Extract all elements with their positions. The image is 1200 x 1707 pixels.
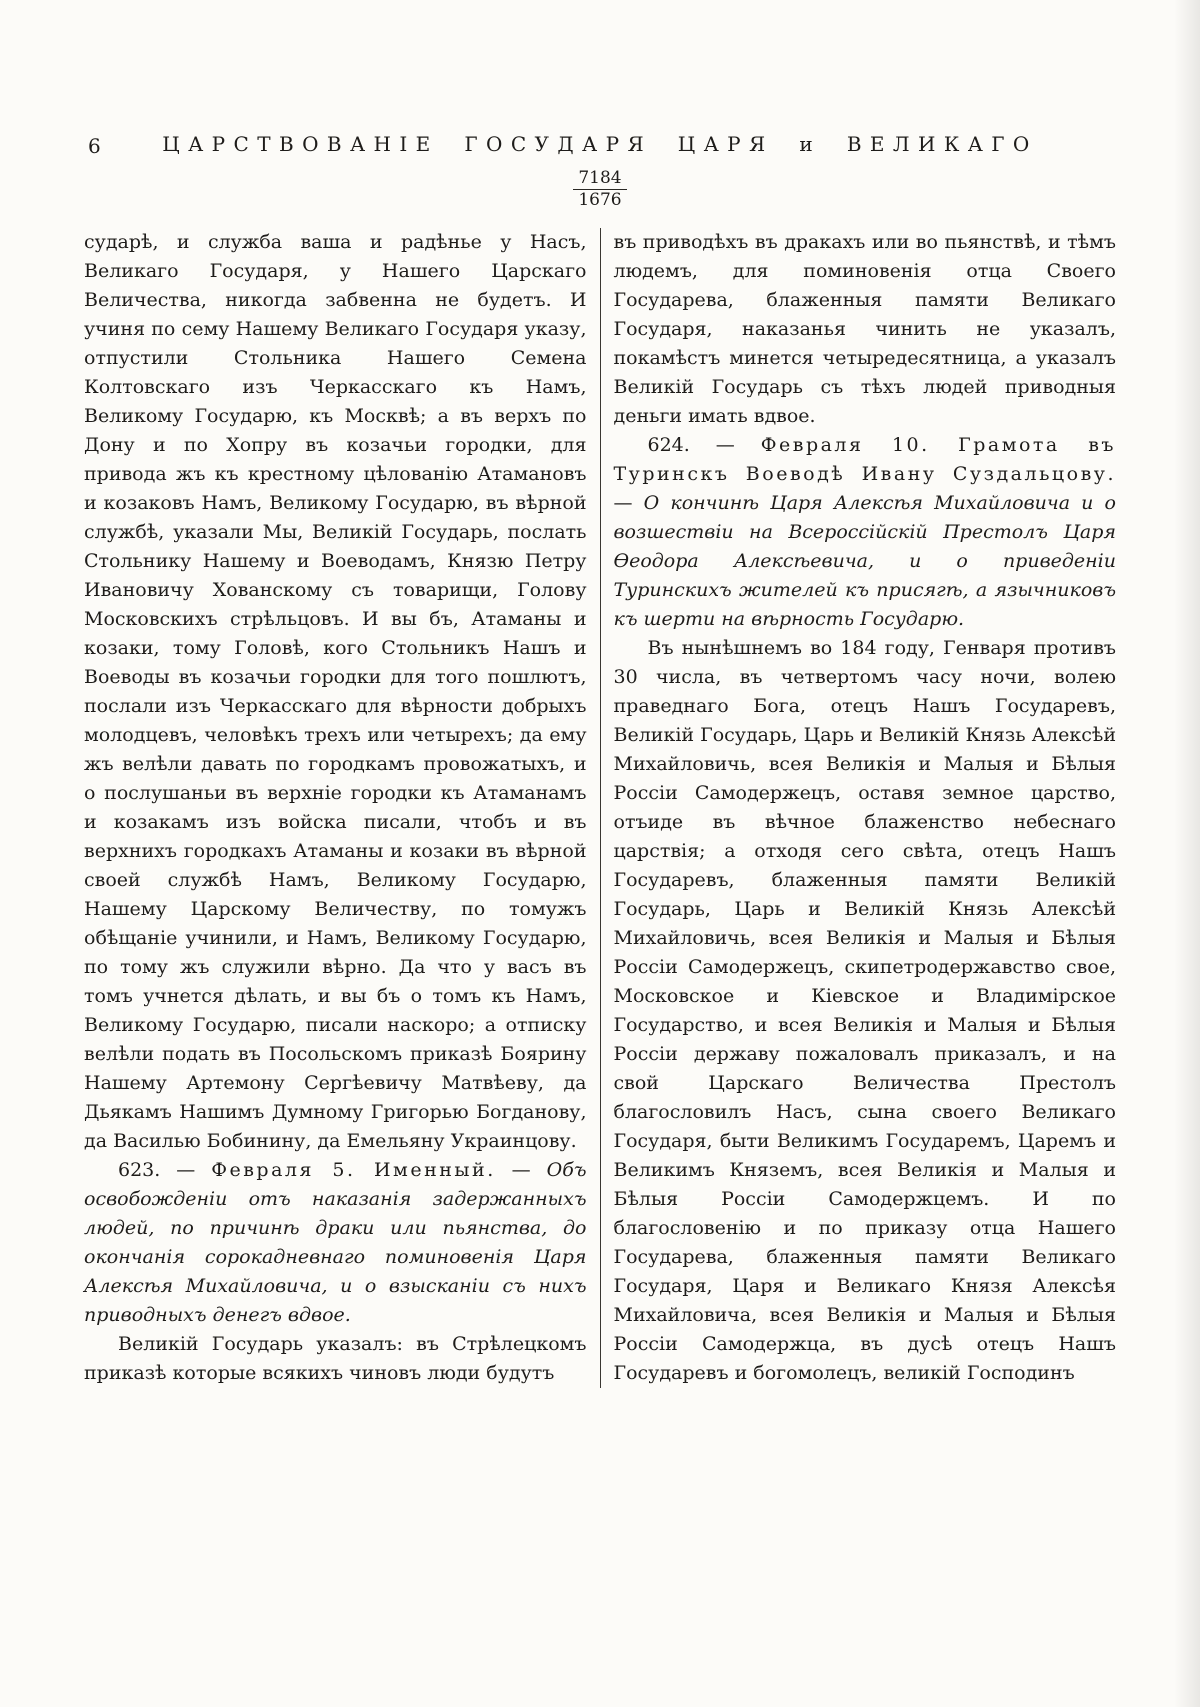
- year-gregorian: 1676: [573, 189, 626, 211]
- text-columns: [84, 228, 1116, 1388]
- year-fraction: [84, 168, 1116, 212]
- text-run: —: [613, 491, 644, 514]
- text-run: —: [495, 1158, 547, 1181]
- column-divider: [600, 228, 601, 1388]
- page-header: [84, 132, 1116, 162]
- text-run: Февраля 5. Именный.: [211, 1158, 496, 1181]
- text-run: сударѣ, и служба ваша и радѣнье у Насъ, Великаго Государя, у Нашего Царскаго Величества, никогда забвенна не будетъ. И учиня по сему Нашему Великаго Государя указу, отпустили Стольника Нашего Семена Колтовскаго изъ Черкасскаго къ Намъ, Великому Государю, къ Москвѣ; а въ верхъ по Дону и по Хопру въ козачьи городки, для привода жъ къ крестному цѣлованію Атамановъ и козаковъ Намъ, Великому Государю, въ вѣрной службѣ, указали Мы, Великій Государь, послать Стольнику Нашему и Воеводамъ, Князю Петру Ивановичу Хованскому съ товарищи, Голову Московскихъ стрѣльцовъ. И вы бъ, Атаманы и козаки, тому Головѣ, кого Стольникъ Нашъ и Воеводы въ козачьи городки для того пошлютъ, послали изъ Черкасскаго для вѣрности добрыхъ молодцевъ, человѣкъ трехъ или четырехъ; да ему жъ велѣли давать по городкамъ провожатыхъ, и о послушаньи въ верхніе городки къ Атаманамъ и козакамъ изъ войска писали, чтобъ и въ верхнихъ городкахъ Атаманы и козаки въ вѣрной своей службѣ Намъ, Великому Государю, Нашему Царскому Величеству, по томужъ обѣщаніе учинили, и Намъ, Великому Государю, по тому жъ служили вѣрно. Да что у васъ въ томъ учнется дѣлать, и вы бъ о томъ къ Намъ, Великому Государю, писали наскоро; а отписку велѣли подать въ Посольскомъ приказѣ Боярину Нашему Артемону Сергѣевичу Матвѣеву, да Дьякамъ Нашимъ Думному Григорью Богданову, да Василью Бобинину, да Емельяну Украинцову.: [84, 230, 587, 1152]
- text-run: Февраля 10. Грамота въ Туринскъ Воеводѣ Ивану Суздальцову.: [613, 433, 1116, 485]
- paragraph: [614, 228, 1117, 431]
- paragraph: [84, 228, 587, 1156]
- paragraph: [84, 1330, 587, 1388]
- text-run: Объ освобожденіи отъ наказанія задержанныхъ людей, по причинѣ драки или пьянства, до окончанія сорокадневнаго поминовенія Царя Алексѣя Михайловича, и о взысканіи съ нихъ приводныхъ денегъ вдвое.: [84, 1158, 587, 1326]
- paragraph: [614, 431, 1117, 634]
- page-number: 6: [88, 134, 102, 158]
- right-column: [614, 228, 1117, 1388]
- left-column: [84, 228, 587, 1388]
- text-run: Великій Государь указалъ: въ Стрѣлецкомъ приказѣ которые всякихъ чиновъ люди будутъ: [84, 1332, 587, 1384]
- paragraph: [84, 1156, 587, 1330]
- paragraph: [614, 634, 1117, 1388]
- text-run: 624. —: [647, 433, 761, 456]
- year-slavic: 7184: [578, 168, 622, 188]
- page-title: ЦАРСТВОВАНІЕ ГОСУДАРЯ ЦАРЯ и ВЕЛИКАГО: [162, 132, 1038, 156]
- text-run: Въ нынѣшнемъ во 184 году, Генваря противъ 30 числа, въ четвертомъ часу ночи, волею праведнаго Бога, отецъ Нашъ Государевъ, Великій Государь, Царь и Великій Князь Алексѣй Михайловичь, всея Великія и Малыя и Бѣлыя Россіи Самодержецъ, оставя земное царство, отъиде въ вѣчное блаженство небеснаго царствія; а отходя сего свѣта, отецъ Нашъ Государевъ, блаженныя памяти Великій Государь, Царь и Великій Князь Алексѣй Михайловичь, всея Великія и Малыя и Бѣлыя Россіи Самодержецъ, скипетродержавство свое, Московское и Кіевское и Владимірское Государство, и всея Великія и Малыя и Бѣлыя Россіи державу пожаловалъ приказалъ, и на свой Царскаго Величества Престолъ благословилъ Насъ, сына своего Великаго Государя, быти Великимъ Государемъ, Царемъ и Великимъ Княземъ, всея Великія и Малыя и Бѣлыя Россіи Самодержцемъ. И по благословенію и по приказу отца Нашего Государева, блаженныя памяти Великаго Государя, Царя и Великаго Князя Алексѣя Михайловича, всея Великія и Малыя и Бѣлыя Россіи Самодержца, въ дусѣ отецъ Нашъ Государевъ и богомолецъ, великій Господинъ: [613, 636, 1116, 1384]
- text-run: О кончинѣ Царя Алексѣя Михайловича и о возшествіи на Всероссійскій Престолъ Царя Ѳеодора Алексѣевича, и о приведеніи Туринскихъ жителей къ присягѣ, а язычниковъ къ шерти на вѣрность Государю.: [613, 491, 1116, 630]
- text-run: въ приводѣхъ въ дракахъ или во пьянствѣ, и тѣмъ людемъ, для поминовенія отца Своего Государева, блаженныя памяти Великаго Государя, наказанья чинить не указалъ, покамѣстъ минется четыредесятница, а указалъ Великій Государь съ тѣхъ людей приводныя деньги имать вдвое.: [613, 230, 1116, 427]
- text-run: 623. —: [118, 1158, 212, 1181]
